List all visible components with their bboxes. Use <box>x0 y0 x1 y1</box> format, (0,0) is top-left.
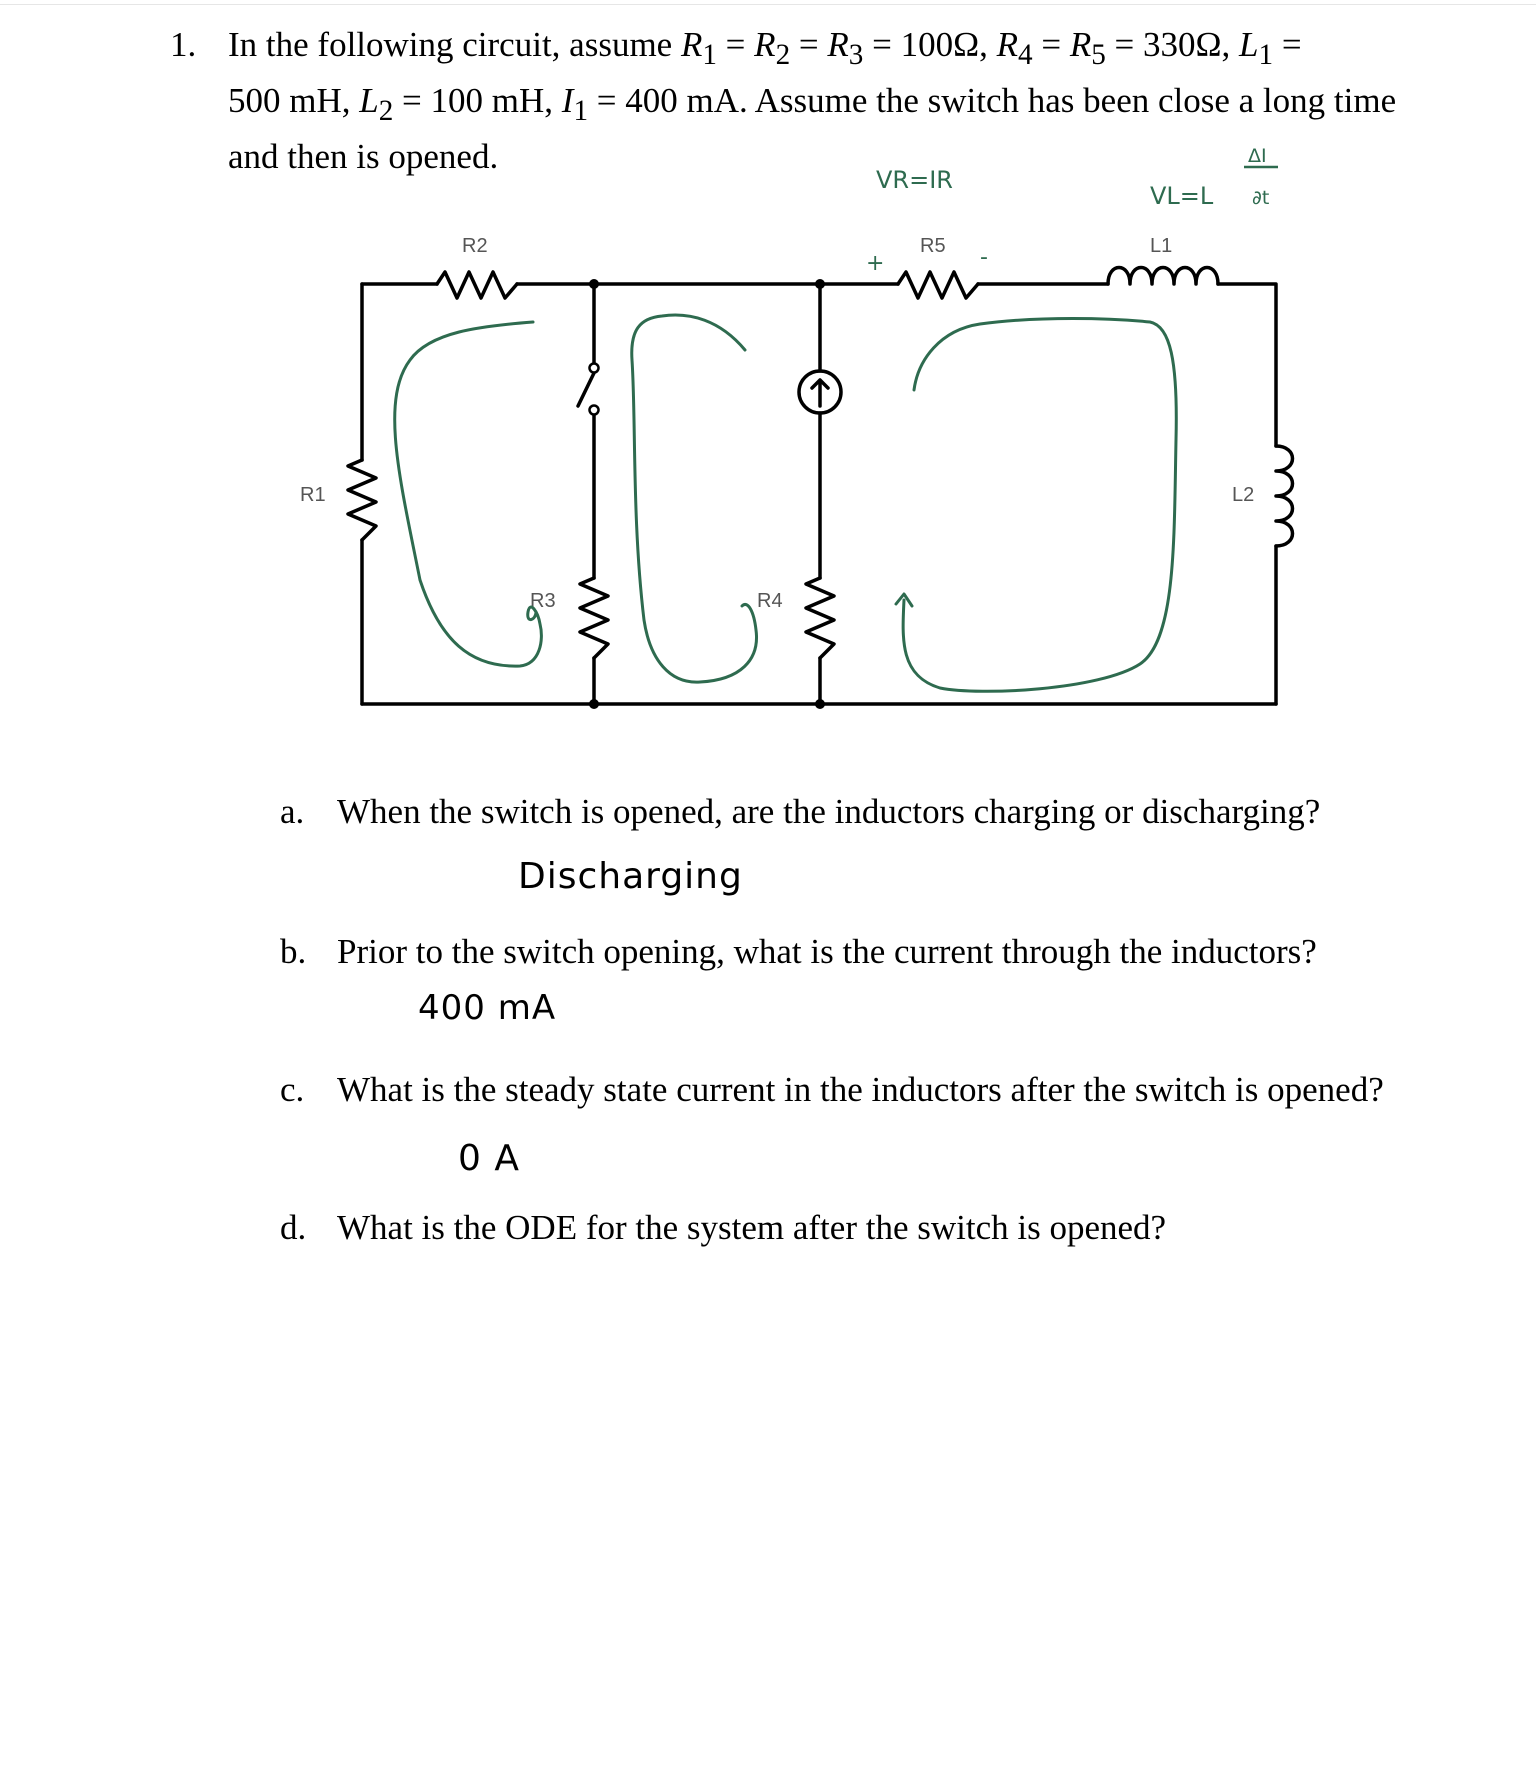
subscript: 1 <box>702 39 717 71</box>
question-text: Prior to the switch opening, what is the current through the inductors? <box>337 932 1317 971</box>
subscript: 2 <box>378 95 394 127</box>
switch-contact <box>590 406 599 415</box>
text-segment: = <box>790 25 828 64</box>
minus-sign: - <box>980 245 988 270</box>
label-l1: L1 <box>1150 235 1173 257</box>
resistor-r2-symbol <box>437 272 517 298</box>
text-segment: In the following circuit, assume <box>228 25 681 64</box>
label-r4: R4 <box>757 590 783 612</box>
question-label: d. <box>280 1208 307 1247</box>
text-segment: = 100Ω, <box>863 25 997 64</box>
junction-dot <box>815 699 825 709</box>
component-labels <box>300 235 1254 612</box>
subscript: 1 <box>573 95 589 127</box>
text-segment: = <box>716 25 755 64</box>
question-text: What is the steady state current in the inductors after the switch is opened? <box>337 1070 1384 1109</box>
question-label: a. <box>280 792 305 831</box>
junction-dot <box>589 279 599 289</box>
var-r: R <box>827 25 849 64</box>
question-a <box>280 792 1320 832</box>
label-l2: L2 <box>1232 484 1255 506</box>
switch-lever <box>578 373 594 406</box>
inductor-l1-symbol <box>1108 268 1218 285</box>
switch-contact <box>590 364 599 373</box>
mesh-loop-3 <box>903 319 1176 692</box>
mesh-loop-2 <box>632 315 757 682</box>
subscript: 1 <box>1258 39 1274 71</box>
plus-sign: + <box>866 251 885 276</box>
answer-b: 400 mA <box>418 988 557 1028</box>
text-segment: = 330Ω, <box>1105 25 1240 64</box>
answer-c: 0 A <box>458 1138 520 1179</box>
subscript: 5 <box>1091 39 1106 71</box>
wire <box>1218 284 1276 446</box>
resistor-r4-symbol <box>806 578 834 658</box>
subscript: 3 <box>848 39 864 71</box>
text-segment: 500 mH, <box>228 81 360 120</box>
question-label: c. <box>280 1070 305 1109</box>
text-segment: = 100 mH, <box>393 81 562 120</box>
inductor-l2-symbol <box>1276 446 1293 546</box>
resistor-r5-symbol <box>898 272 978 298</box>
subscript: 4 <box>1018 39 1033 71</box>
derivative-denominator: ∂t <box>1252 187 1270 209</box>
question-label: b. <box>280 932 307 971</box>
answer-a: Discharging <box>518 856 743 897</box>
label-r1: R1 <box>300 484 326 506</box>
label-r3: R3 <box>530 590 556 612</box>
problem-number: 1. <box>170 25 197 64</box>
junctions <box>589 279 825 709</box>
junction-dot <box>815 279 825 289</box>
current-source-arrow <box>812 380 828 406</box>
var-r: R <box>680 25 703 64</box>
var-r: R <box>996 25 1018 64</box>
resistor-r3-symbol <box>580 578 608 658</box>
question-text: What is the ODE for the system after the switch is opened? <box>337 1208 1167 1247</box>
resistor-r1-symbol <box>348 460 376 540</box>
vr-equation: VR=IR <box>876 166 953 194</box>
question-c <box>280 1070 1384 1110</box>
var-i: I <box>561 81 574 120</box>
circuit-wires <box>348 268 1293 705</box>
vl-equation: VL=L <box>1150 182 1214 210</box>
mesh-loops <box>395 315 1177 691</box>
var-r: R <box>1069 25 1092 64</box>
text-segment: = 400 mA. Assume the switch has been close a long time <box>588 81 1397 120</box>
text-segment: = <box>1032 25 1070 64</box>
var-l: L <box>1239 25 1259 64</box>
text-segment: = <box>1273 25 1302 64</box>
label-r2: R2 <box>462 235 488 257</box>
question-text: When the switch is opened, are the inductors charging or discharging? <box>337 792 1321 831</box>
question-d <box>280 1208 1166 1248</box>
circuit-diagram <box>0 0 1536 760</box>
mesh-loop-1 <box>395 322 542 666</box>
question-b <box>280 932 1317 972</box>
var-l: L <box>359 81 379 120</box>
problem-line-3: and then is opened. <box>228 137 499 176</box>
derivative-numerator: ΔI <box>1248 145 1267 167</box>
label-r5: R5 <box>920 235 946 257</box>
subscript: 2 <box>775 39 791 71</box>
switch <box>590 364 599 415</box>
junction-dot <box>589 699 599 709</box>
var-r: R <box>754 25 776 64</box>
